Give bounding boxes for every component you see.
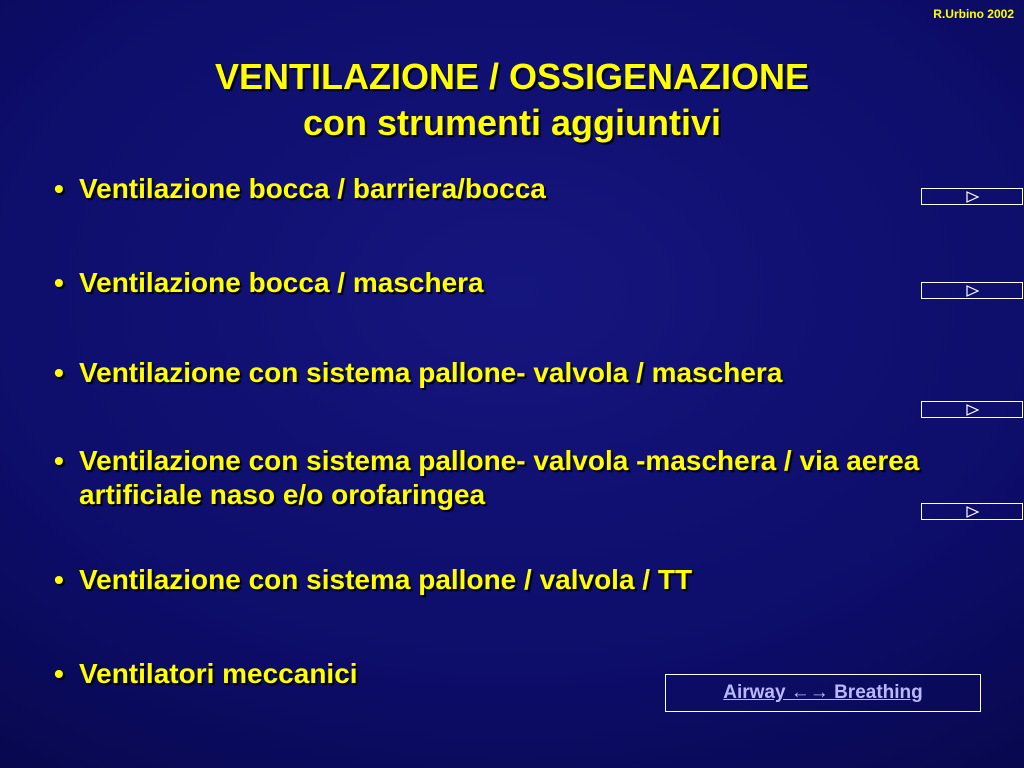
slide-title: [0, 54, 1024, 146]
nav-action-button[interactable]: [921, 503, 1023, 520]
bullet-dot: •: [54, 564, 64, 595]
play-triangle-icon: [966, 285, 980, 297]
bullet-item: [54, 266, 969, 300]
airway-breathing-link-box: [665, 674, 981, 712]
bullet-text: Ventilazione bocca / maschera: [79, 267, 484, 298]
bullet-dot: •: [54, 267, 64, 298]
nav-action-button[interactable]: [921, 401, 1023, 418]
nav-action-button[interactable]: [921, 188, 1023, 205]
play-triangle-icon: [966, 191, 980, 203]
bullet-text: Ventilazione con sistema pallone- valvola -maschera / via aerea artificiale naso e/o orofaringea: [79, 445, 920, 510]
bullet-item: [54, 172, 969, 206]
bullet-text: Ventilazione con sistema pallone / valvola / TT: [79, 564, 693, 595]
author-credit: R.Urbino 2002: [933, 7, 1014, 21]
bullet-item: [54, 563, 969, 597]
bullet-dot: •: [54, 357, 64, 388]
play-triangle-icon: [966, 506, 980, 518]
bullet-text: Ventilazione con sistema pallone- valvola / maschera: [79, 357, 783, 388]
bullet-dot: •: [54, 173, 64, 204]
bullet-text: Ventilatori meccanici: [79, 658, 358, 689]
nav-action-button[interactable]: [921, 282, 1023, 299]
bullet-item: [54, 356, 969, 390]
bullet-dot: •: [54, 658, 64, 689]
title-line-2: con strumenti aggiuntivi: [302, 102, 722, 143]
play-triangle-icon: [966, 404, 980, 416]
bullet-text: Ventilazione bocca / barriera/bocca: [79, 173, 546, 204]
title-line-1: VENTILAZIONE / OSSIGENAZIONE: [214, 56, 810, 97]
bullet-dot: •: [54, 445, 64, 476]
airway-breathing-link[interactable]: Airway ←→ Breathing: [723, 682, 923, 703]
bullet-item: [54, 444, 969, 512]
